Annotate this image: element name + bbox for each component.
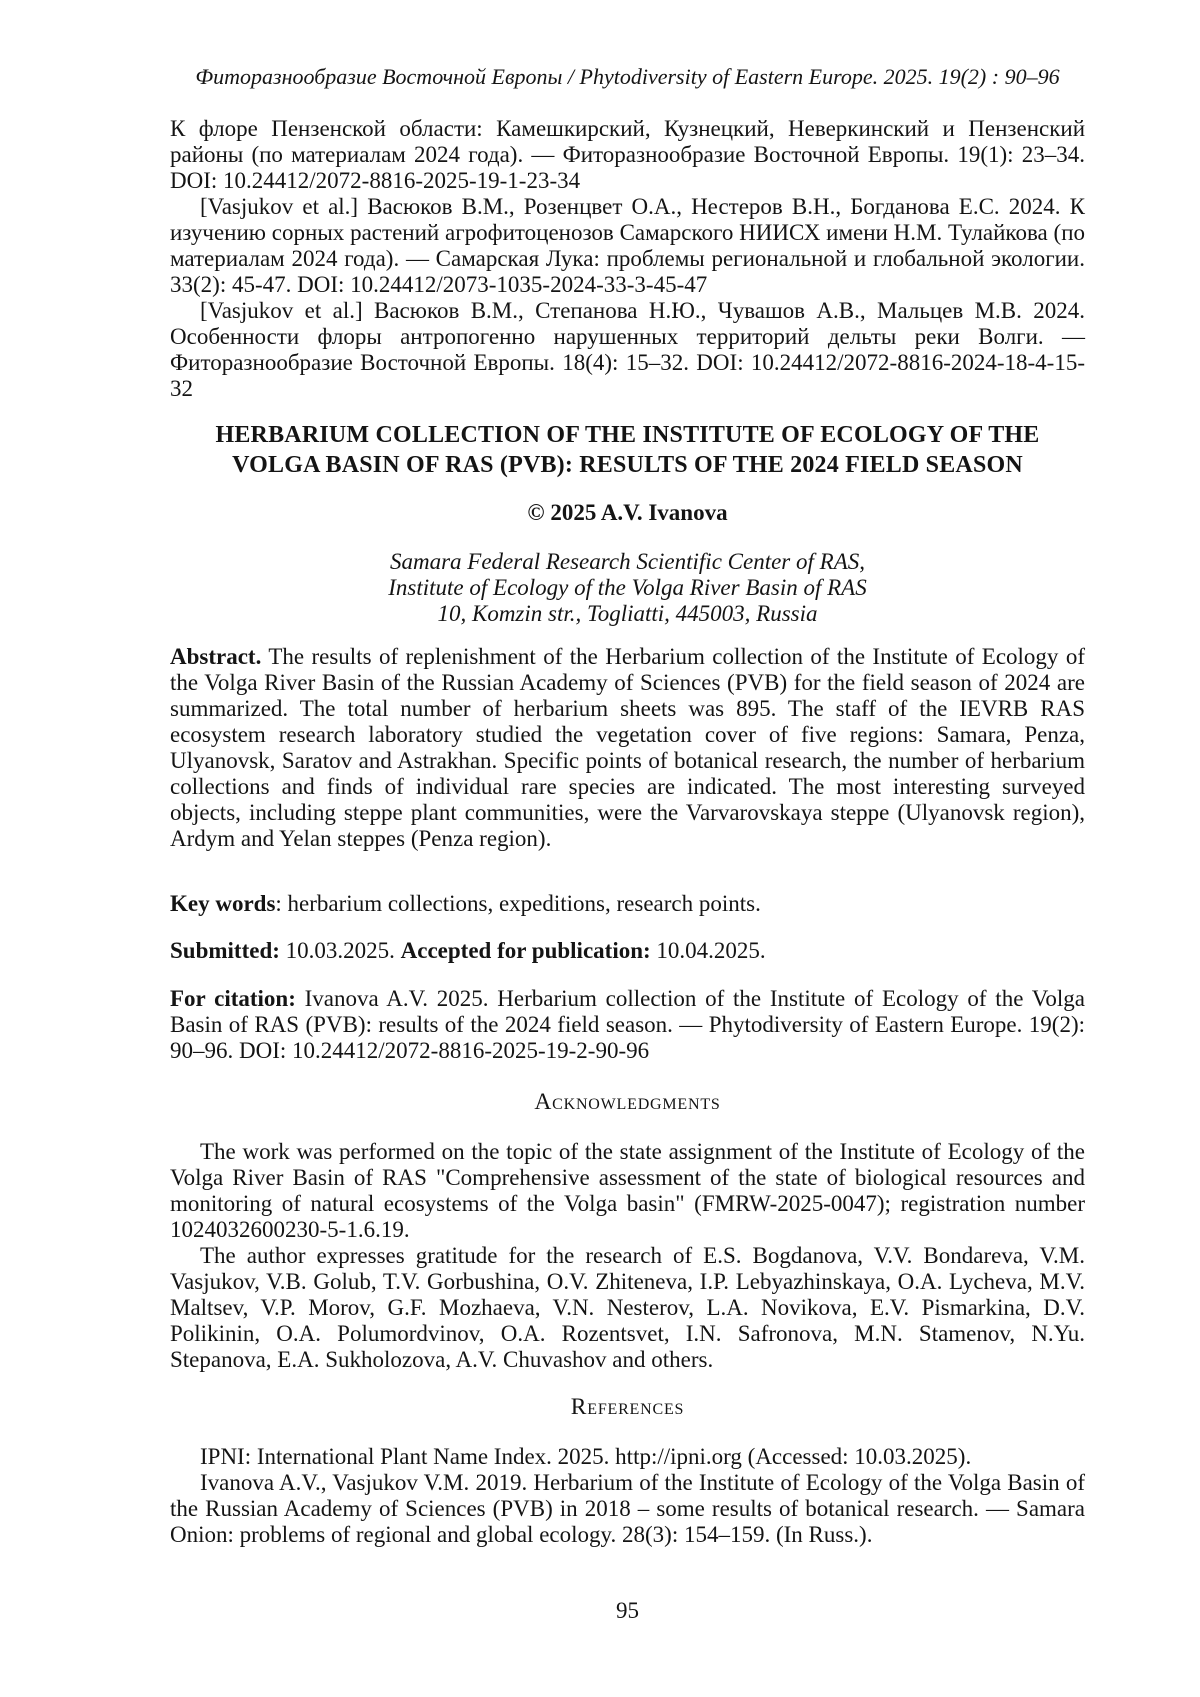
reference-item: IPNI: International Plant Name Index. 2025. http://ipni.org (Accessed: 10.03.2025).: [200, 1444, 972, 1469]
accepted-label: Accepted for publication:: [400, 938, 651, 963]
affiliation: [170, 549, 1085, 627]
acknowledgments-paragraph: The work was performed on the topic of the state assignment of the Institute of Ecology of the Volga River Basin of RAS "Comprehensive assessment of the state of biological resources and monitoring of natural ecosystems of the Volga basin" (FMRW-2025-0047); registration number 1024032600230-5-1.6.19.: [170, 1139, 1085, 1242]
running-header: Фиторазнообразие Восточной Европы / Phytodiversity of Eastern Europe. 2025. 19(2) : 90–96: [195, 64, 1060, 89]
acknowledgments-paragraph: The author expresses gratitude for the research of E.S. Bogdanova, V.V. Bondareva, V.M. Vasjukov, V.B. Golub, T.V. Gorbushina, O.V. Zhiteneva, I.P. Lebyazhinskaya, O.A. Lycheva, M.V. Maltsev, V.P. Morov, G.F. Mozhaeva, V.N. Nesterov, L.A. Novikova, E.V. Pismarkina, D.V. Polikinin, O.A. Polumordvinov, O.A. Rozentsvet, I.N. Safronova, M.N. Stamenov, N.Yu. Stepanova, E.A. Sukholozova, A.V. Chuvashov and others.: [170, 1243, 1085, 1372]
reference-paragraph: [Vasjukov et al.] Васюков В.М., Степанова Н.Ю., Чувашов А.В., Мальцев М.В. 2024. Особенности флоры антропогенно нарушенных территорий дельты реки Волги. — Фиторазнообразие Восточной Европы. 18(4): 15–32. DOI: 10.24412/2072-8816-2024-18-4-15-32: [170, 298, 1085, 401]
abstract-label: Abstract.: [170, 644, 262, 669]
acknowledgments-heading: Acknowledgments: [534, 1089, 721, 1115]
continued-references-block: [170, 116, 1085, 402]
accepted-date: 10.04.2025.: [650, 938, 766, 963]
keywords: [170, 891, 1085, 917]
citation-label: For citation:: [170, 986, 296, 1011]
submission-dates: [170, 938, 1085, 964]
acknowledgments-text: [170, 1139, 1085, 1373]
author-copyright: © 2025 A.V. Ivanova: [527, 500, 728, 525]
affiliation-line: Institute of Ecology of the Volga River Basin of RAS: [388, 575, 867, 600]
submitted-date: 10.03.2025.: [279, 938, 401, 963]
reference-paragraph: К флоре Пензенской области: Камешкирский, Кузнецкий, Неверкинский и Пензенский районы (по материалам 2024 года). — Фиторазнообразие Восточной Европы. 19(1): 23–34. DOI: 10.24412/2072-8816-2025-19-1-23-34: [170, 116, 1085, 193]
references-list: [170, 1444, 1085, 1548]
keywords-text: : herbarium collections, expeditions, research points.: [275, 891, 761, 916]
page-number: 95: [616, 1598, 639, 1623]
affiliation-line: 10, Komzin str., Togliatti, 445003, Russia: [437, 601, 818, 626]
submitted-label: Submitted:: [170, 938, 280, 963]
reference-item: Ivanova A.V., Vasjukov V.M. 2019. Herbarium of the Institute of Ecology of the Volga Basin of the Russian Academy of Sciences (PVB) in 2018 – some results of botanical research. — Samara Onion: problems of regional and global ecology. 28(3): 154–159. (In Russ.).: [170, 1470, 1085, 1547]
abstract-text: The results of replenishment of the Herbarium collection of the Institute of Ecology of the Volga River Basin of the Russian Academy of Sciences (PVB) for the field season of 2024 are summarized. The total number of herbarium sheets was 895. The staff of the IEVRB RAS ecosystem research laboratory studied the vegetation cover of five regions: Samara, Penza, Ulyanovsk, Saratov and Astrakhan. Specific points of botanical research, the number of herbarium collections and finds of individual rare species are indicated. The most interesting surveyed objects, including steppe plant communities, were the Varvarovskaya steppe (Ulyanovsk region), Ardym and Yelan steppes (Penza region).: [170, 644, 1085, 851]
for-citation: [170, 986, 1085, 1064]
references-heading: References: [570, 1394, 685, 1420]
keywords-label: Key words: [170, 891, 276, 916]
affiliation-line: Samara Federal Research Scientific Center of RAS,: [389, 549, 865, 574]
article-title: HERBARIUM COLLECTION OF THE INSTITUTE OF ECOLOGY OF THE VOLGA BASIN OF RAS (PVB): RESULTS OF THE 2024 FIELD SEASON: [215, 422, 1040, 478]
citation-text: Ivanova A.V. 2025. Herbarium collection of the Institute of Ecology of the Volga Basin of RAS (PVB): results of the 2024 field season. — Phytodiversity of Eastern Europe. 19(2): 90–96. DOI: 10.24412/2072-8816-2025-19-2-90-96: [170, 986, 1085, 1063]
abstract: [170, 644, 1085, 852]
reference-paragraph: [Vasjukov et al.] Васюков В.М., Розенцвет О.А., Нестеров В.Н., Богданова Е.С. 2024. К изучению сорных растений агрофитоценозов Самарского НИИСХ имени Н.М. Тулайкова (по материалам 2024 года). — Самарская Лука: проблемы региональной и глобальной экологии. 33(2): 45-47. DOI: 10.24412/2073-1035-2024-33-3-45-47: [170, 194, 1085, 297]
